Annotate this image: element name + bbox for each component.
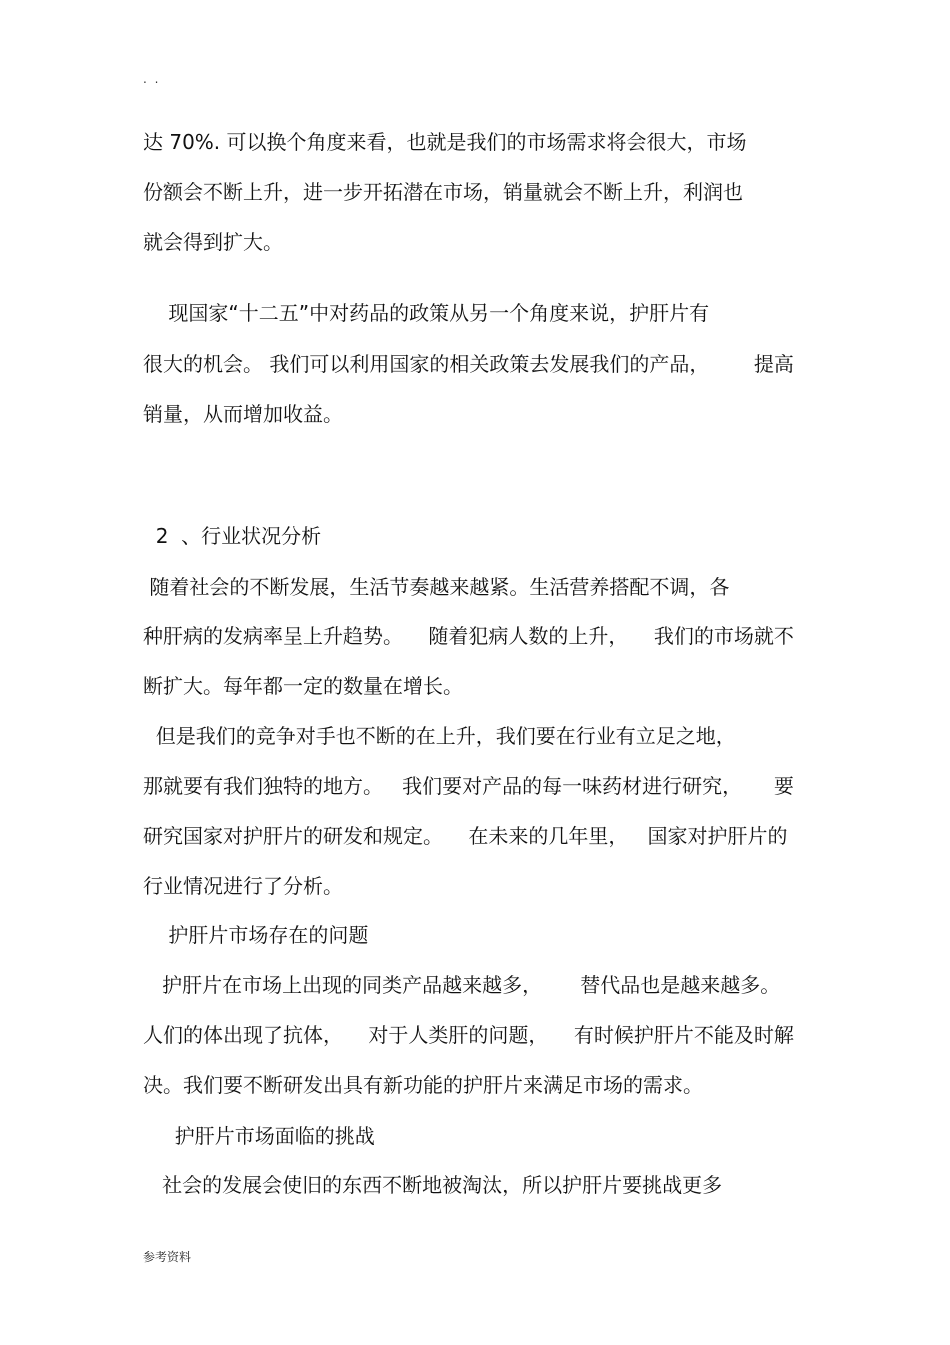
text-line: 那就要有我们独特的地方。 我们要对产品的每一味药材进行研究， 要 bbox=[143, 774, 794, 798]
text-line: 很大的机会。 我们可以利用国家的相关政策去发展我们的产品， 提高 bbox=[143, 352, 794, 376]
text-line: 社会的发展会使旧的东西不断地被淘汰，所以护肝片要挑战更多 bbox=[143, 1173, 723, 1197]
text-line: 决。我们要不断研发出具有新功能的护肝片来满足市场的需求。 bbox=[143, 1073, 703, 1097]
text-line: 护肝片在市场上出现的同类产品越来越多， 替代品也是越来越多。 bbox=[143, 973, 781, 997]
text-line: 就会得到扩大。 bbox=[143, 230, 283, 254]
text-line: 研究国家对护肝片的研发和规定。 在未来的几年里， 国家对护肝片的 bbox=[143, 824, 788, 848]
text-line: 断扩大。每年都一定的数量在增长。 bbox=[143, 674, 463, 698]
subheading: 护肝片市场面临的挑战 bbox=[143, 1124, 375, 1148]
text-line: 达 70%. 可以换个角度来看，也就是我们的市场需求将会很大，市场 bbox=[143, 130, 747, 154]
text-line: 份额会不断上升，进一步开拓潜在市场，销量就会不断上升，利润也 bbox=[143, 180, 743, 204]
text-line: 但是我们的竞争对手也不断的在上升，我们要在行业有立足之地， bbox=[143, 724, 736, 748]
header-marks: . . bbox=[143, 72, 161, 86]
text-line: 现国家“十二五”中对药品的政策从另一个角度来说，护肝片有 bbox=[143, 301, 710, 325]
text-line: 行业情况进行了分析。 bbox=[143, 874, 343, 898]
text-line: 人们的体出现了抗体， 对于人类肝的问题， 有时候护肝片不能及时解 bbox=[143, 1023, 794, 1047]
subheading: 护肝片市场存在的问题 bbox=[143, 923, 369, 947]
section-heading: 2 、行业状况分析 bbox=[143, 524, 322, 548]
text-line: 销量，从而增加收益。 bbox=[143, 402, 343, 426]
page-footer: 参考资料 bbox=[143, 1250, 192, 1264]
text-line: 随着社会的不断发展，生活节奏越来越紧。生活营养搭配不调，各 bbox=[143, 575, 730, 599]
text-line: 种肝病的发病率呈上升趋势。 随着犯病人数的上升， 我们的市场就不 bbox=[143, 624, 794, 648]
